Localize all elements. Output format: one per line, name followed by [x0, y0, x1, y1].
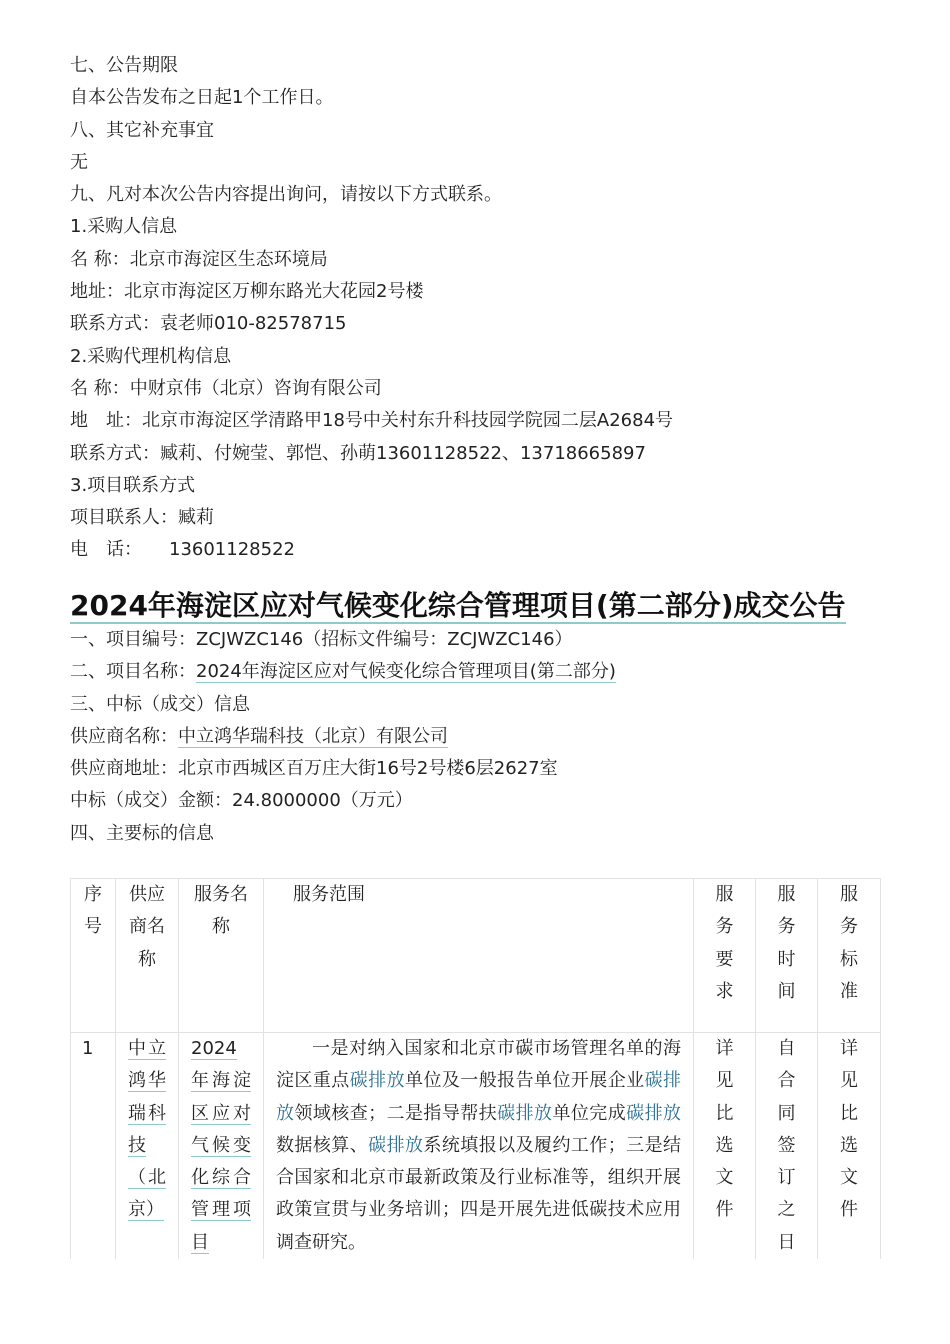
header-service-std: 服务标准 [818, 879, 881, 1033]
supplier-address: 供应商地址：北京市西城区百万庄大街16号2号楼6层2627室 [70, 758, 558, 780]
purchaser-address: 地址：北京市海淀区万柳东路光大花园2号楼 [70, 281, 424, 303]
cell-service-req: 详见比选文件 [694, 1033, 756, 1260]
period-text: 自本公告发布之日起1个工作日。 [70, 87, 334, 109]
section-heading-other: 八、其它补充事宜 [70, 119, 214, 141]
keyword-link-carbon-emission[interactable]: 碳排放 [349, 1070, 406, 1092]
cell-service-time: 自合同签订之日 [756, 1033, 818, 1260]
service-scope-text: 一是对纳入国家和北京市碳市场管理名单的海淀区重点碳排放单位及一般报告单位开展企业碳排放领域核查；二是指导帮扶碳排放单位完成碳排放数据核算、碳排放系统填报以及履约工作；三是结合国家和北京市最新政策及行业标准等，组织开展政策宣贯与业务培训；四是开展先进低碳技术应用调查研究。 [276, 1038, 682, 1253]
section-heading-contact: 九、凡对本次公告内容提出询问，请按以下方式联系。 [70, 184, 502, 206]
header-service-scope: 服务范围 [264, 879, 694, 1033]
main-info-heading: 四、主要标的信息 [70, 822, 214, 844]
keyword-link-carbon-emission[interactable]: 碳排放 [276, 1070, 682, 1124]
table-row [71, 1033, 881, 1260]
purchaser-name: 名 称：北京市海淀区生态环境局 [70, 248, 328, 270]
announcement-title-link[interactable]: 2024年海淀区应对气候变化综合管理项目(第二部分)成交公告 [70, 589, 846, 622]
cell-service-name [179, 1033, 264, 1260]
row-supplier-link[interactable]: 中立鸿华瑞科技（北京） [128, 1038, 166, 1221]
agency-heading: 2.采购代理机构信息 [70, 345, 232, 367]
section-heading-period: 七、公告期限 [70, 55, 178, 76]
keyword-link-carbon-emission[interactable]: 碳排放 [497, 1102, 553, 1124]
header-service-name: 服务名称 [179, 879, 264, 1033]
project-name-link[interactable]: 2024年海淀区应对气候变化综合管理项目(第二部分) [196, 661, 616, 683]
supplier-name-line [70, 721, 890, 753]
keyword-link-carbon-emission[interactable]: 碳排放 [626, 1102, 682, 1124]
announcement-title[interactable] [70, 586, 846, 626]
cell-supplier [116, 1033, 179, 1260]
cell-seq: 1 [71, 1033, 116, 1260]
agency-name: 名 称：中财京伟（北京）咨询有限公司 [70, 377, 382, 399]
supplier-name-link[interactable]: 中立鸿华瑞科技（北京）有限公司 [178, 725, 448, 747]
project-contact-heading: 3.项目联系方式 [70, 474, 196, 496]
header-seq: 序号 [71, 879, 116, 1033]
keyword-link-carbon-emission[interactable]: 碳排放 [368, 1134, 424, 1156]
project-contact-person: 项目联系人：臧莉 [70, 507, 214, 529]
project-name-label: 二、项目名称： [70, 661, 196, 683]
header-service-time: 服务时间 [756, 879, 818, 1033]
project-number: 一、项目编号：ZCJWZC146（招标文件编号：ZCJWZC146） [70, 629, 573, 650]
award-amount: 中标（成交）金额：24.8000000（万元） [70, 790, 413, 812]
main-subject-table [70, 878, 881, 1259]
project-name-line [70, 656, 890, 688]
header-service-req: 服务要求 [694, 879, 756, 1033]
purchaser-heading: 1.采购人信息 [70, 216, 178, 238]
agency-address: 地 址：北京市海淀区学清路甲18号中关村东升科技园学院园二层A2684号 [70, 410, 674, 432]
award-section [70, 624, 890, 850]
award-heading: 三、中标（成交）信息 [70, 693, 250, 715]
contact-section [70, 50, 890, 567]
agency-contact: 联系方式：臧莉、付婉莹、郭恺、孙萌13601128522、13718665897 [70, 442, 646, 464]
project-contact-phone: 电 话： 13601128522 [70, 539, 295, 561]
supplier-name-label: 供应商名称： [70, 725, 178, 747]
cell-service-scope [264, 1033, 694, 1260]
table-header-row [71, 879, 881, 1033]
row-service-name-link[interactable]: 2024年海淀区应对气候变化综合管理项目 [191, 1038, 251, 1253]
other-text: 无 [70, 151, 88, 173]
cell-service-std: 详见比选文件 [818, 1033, 881, 1260]
purchaser-contact: 联系方式：袁老师010-82578715 [70, 313, 347, 335]
header-supplier: 供应商名称 [116, 879, 179, 1033]
